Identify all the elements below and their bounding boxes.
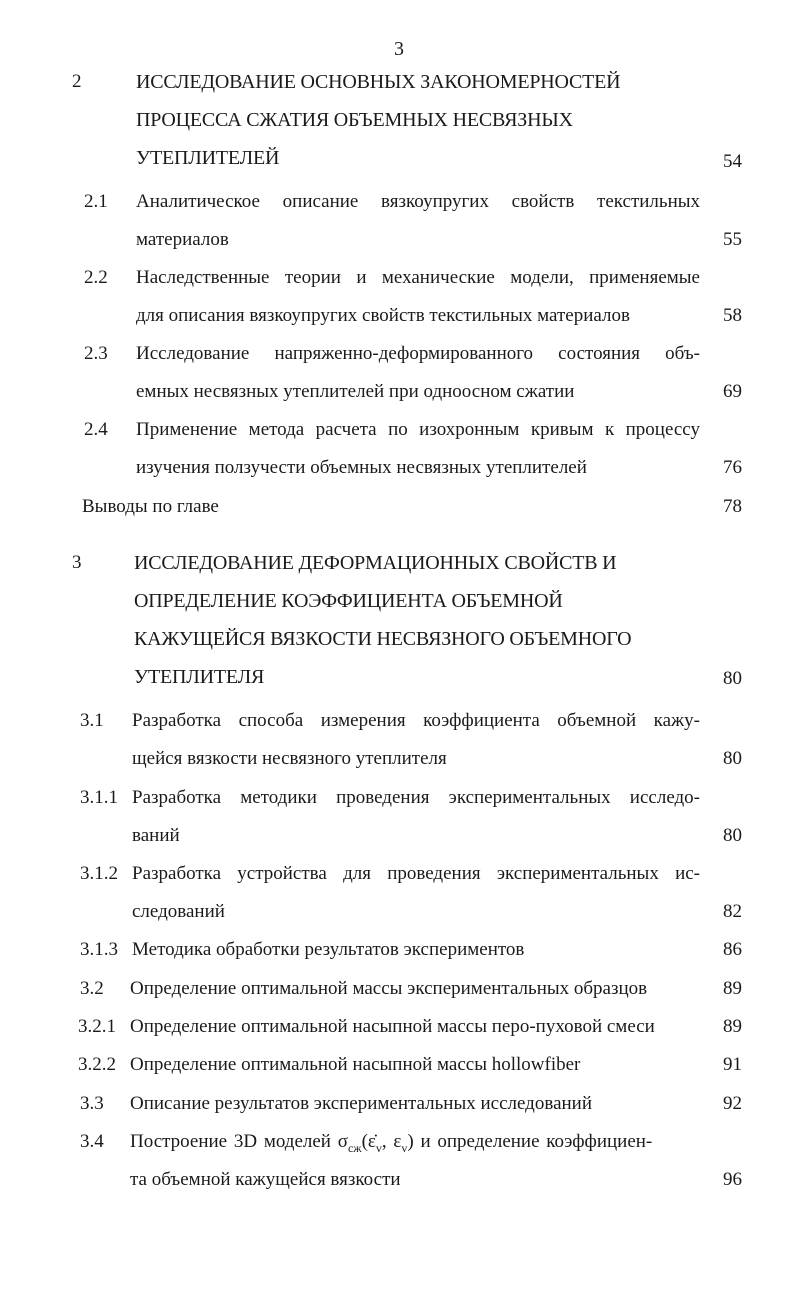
- section-3-4-text-d: ) и определение коэффициен-: [407, 1131, 653, 1152]
- section-3-1-3-page: 86: [723, 939, 742, 960]
- section-3-4-number: 3.4: [80, 1131, 104, 1152]
- section-3-1-1-page: 80: [723, 825, 742, 846]
- section-2-1-page: 55: [723, 229, 742, 250]
- section-3-1-2-page: 82: [723, 901, 742, 922]
- section-2-1-line-2: материалов: [136, 229, 229, 250]
- section-3-1-2-number: 3.1.2: [80, 863, 118, 884]
- section-3-1-2-line-2: следований: [132, 901, 225, 922]
- chapter-3-title-line-1: ИССЛЕДОВАНИЕ ДЕФОРМАЦИОННЫХ СВОЙСТВ И: [134, 552, 617, 574]
- section-2-4-page: 76: [723, 457, 742, 478]
- epsilon-dot-subscript: v: [375, 1140, 382, 1155]
- section-3-4-page: 96: [723, 1169, 742, 1190]
- section-3-2-2-page: 91: [723, 1054, 742, 1075]
- chapter-2-number: 2: [72, 71, 82, 92]
- section-3-4-line-1: [130, 1130, 700, 1160]
- section-3-1-line-1: Разработка способа измерения коэффициента объемной кажу-: [132, 710, 700, 731]
- chapter-2-title-line-2: ПРОЦЕССА СЖАТИЯ ОБЪЕМНЫХ НЕСВЯЗНЫХ: [136, 109, 573, 131]
- chapter-3-title-line-4: УТЕПЛИТЕЛЯ: [134, 666, 265, 688]
- section-3-2-2-line-1: Определение оптимальной насыпной массы hollowfiber: [130, 1054, 581, 1075]
- section-3-1-line-2: щейся вязкости несвязного утеплителя: [132, 748, 447, 769]
- section-2-4-line-2: изучения ползучести объемных несвязных утеплителей: [136, 457, 587, 478]
- section-3-1-1-number: 3.1.1: [80, 787, 118, 808]
- section-2-2-number: 2.2: [84, 267, 108, 288]
- section-3-1-1-line-1: Разработка методики проведения экспериментальных исследо-: [132, 787, 700, 808]
- section-3-1-1-line-2: ваний: [132, 825, 180, 846]
- section-2-2-line-2: для описания вязкоупругих свойств текстильных материалов: [136, 305, 630, 326]
- chapter-3-page: 80: [723, 668, 742, 689]
- section-3-4-text-c: , ε: [381, 1131, 402, 1152]
- section-2-1-number: 2.1: [84, 191, 108, 212]
- section-3-2-line-1: Определение оптимальной массы экспериментальных образцов: [130, 978, 648, 999]
- section-2-2-page: 58: [723, 305, 742, 326]
- chapter-3-title-line-3: КАЖУЩЕЙСЯ ВЯЗКОСТИ НЕСВЯЗНОГО ОБЪЕМНОГО: [134, 628, 632, 650]
- chapter-2-title-line-3: УТЕПЛИТЕЛЕЙ: [136, 147, 280, 169]
- section-3-2-1-number: 3.2.1: [78, 1016, 116, 1037]
- section-3-1-page: 80: [723, 748, 742, 769]
- section-2-2-line-1: Наследственные теории и механические модели, применяемые: [136, 267, 700, 288]
- page-number: 3: [394, 38, 404, 60]
- section-3-2-1-page: 89: [723, 1016, 742, 1037]
- section-3-1-3-line-1: Методика обработки результатов экспериментов: [132, 939, 525, 960]
- conclusions-label: Выводы по главе: [82, 496, 219, 517]
- section-3-3-page: 92: [723, 1093, 742, 1114]
- section-3-1-2-line-1: Разработка устройства для проведения экспериментальных ис-: [132, 863, 700, 884]
- section-3-4-text-a: Построение 3D моделей σ: [130, 1131, 348, 1152]
- section-3-1-number: 3.1: [80, 710, 104, 731]
- section-3-2-page: 89: [723, 978, 742, 999]
- sigma-subscript: сж: [347, 1140, 362, 1155]
- section-3-3-number: 3.3: [80, 1093, 104, 1114]
- section-3-2-1-line-1: Определение оптимальной насыпной массы перо-пуховой смеси: [130, 1016, 655, 1037]
- section-2-3-line-2: емных несвязных утеплителей при одноосном сжатии: [136, 381, 575, 402]
- chapter-3-title-line-2: ОПРЕДЕЛЕНИЕ КОЭФФИЦИЕНТА ОБЪЕМНОЙ: [134, 590, 563, 612]
- section-3-4-line-2: та объемной кажущейся вязкости: [130, 1169, 401, 1190]
- chapter-3-number: 3: [72, 552, 82, 573]
- section-2-4-number: 2.4: [84, 419, 108, 440]
- section-3-3-line-1: Описание результатов экспериментальных исследований: [130, 1093, 593, 1114]
- section-2-4-line-1: Применение метода расчета по изохронным кривым к процессу: [136, 419, 700, 440]
- chapter-2-title-line-1: ИССЛЕДОВАНИЕ ОСНОВНЫХ ЗАКОНОМЕРНОСТЕЙ: [136, 71, 621, 93]
- section-2-3-page: 69: [723, 381, 742, 402]
- section-2-3-line-1: Исследование напряженно-деформированного состояния объ-: [136, 343, 700, 364]
- conclusions-page: 78: [723, 496, 742, 517]
- section-3-1-3-number: 3.1.3: [80, 939, 118, 960]
- section-3-2-2-number: 3.2.2: [78, 1054, 116, 1075]
- chapter-2-page: 54: [723, 151, 742, 172]
- section-3-2-number: 3.2: [80, 978, 104, 999]
- section-2-3-number: 2.3: [84, 343, 108, 364]
- section-2-1-line-1: Аналитическое описание вязкоупругих свойств текстильных: [136, 191, 700, 212]
- epsilon-subscript: v: [401, 1140, 408, 1155]
- section-3-4-text-b: (ε̇: [361, 1131, 376, 1152]
